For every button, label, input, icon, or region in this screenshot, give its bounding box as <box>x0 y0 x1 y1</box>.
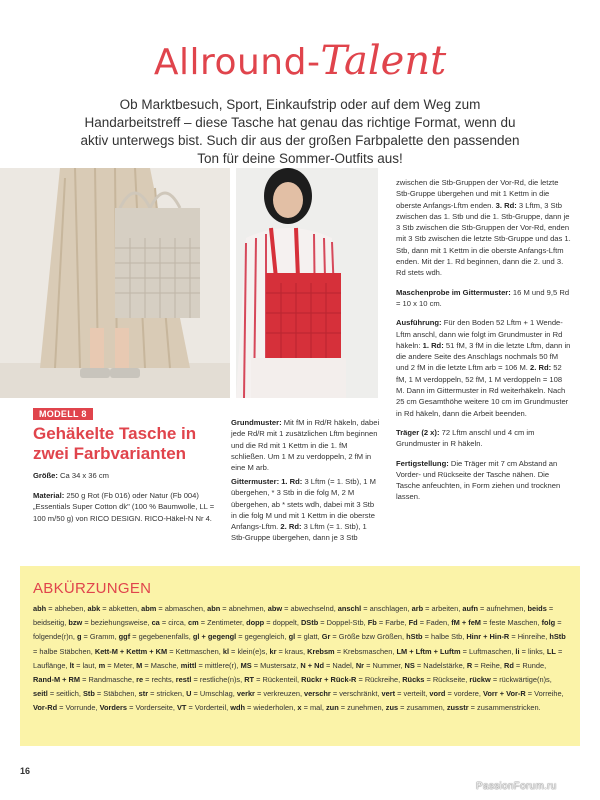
fertigstellung-paragraph: Fertigstellung: Die Träger mit 7 cm Abstand an Vorder- und Rückseite der Tasche nähen. Die Tasche anfeuchten, in Form ziehen und trocknen lassen. <box>396 458 561 502</box>
abbreviation-item: gl + gegengl = gegengleich, <box>192 632 289 642</box>
watermark: PassionForum.ru <box>476 781 557 792</box>
model-title: Gehäkelte Tasche in zwei Farbvarianten <box>33 424 197 463</box>
abbreviation-item: Rücks = Rückseite, <box>402 675 470 685</box>
abbreviation-item: mittl = mittlere(r), <box>180 660 241 670</box>
abbreviation-item: M = Masche, <box>136 660 181 670</box>
abbreviation-item: g = Gramm, <box>76 632 119 642</box>
photo-natural-bag <box>0 168 230 398</box>
abbreviation-item: LM + Lftm + Luftm = Luftmaschen, <box>396 646 516 656</box>
abbreviation-item: fM + feM = feste Maschen, <box>451 618 542 628</box>
abbreviation-item: Hinr + Hin-R = Hinreihe, <box>466 632 550 642</box>
abbreviation-item: gl = glatt, <box>288 632 322 642</box>
gitter-rd2-label: 2. Rd: <box>280 522 302 532</box>
abbreviation-item: dopp = doppelt, <box>246 618 301 628</box>
abbreviation-item: rückw = rückwärtige(n)s, <box>469 675 552 685</box>
abbreviation-item: lt = laut, <box>69 660 99 670</box>
abbreviation-item: Rd = Runde, <box>504 660 547 670</box>
abbreviation-item: ggf = gegebenenfalls, <box>118 632 193 642</box>
abbreviation-item: DStb = Doppel-Stb, <box>300 618 368 628</box>
abbreviation-item: zus = zusammen, <box>385 703 447 713</box>
gittermuster-block <box>231 476 381 544</box>
abbreviation-item: Vor-Rd = Vorrunde, <box>33 703 100 713</box>
material-value: 250 g Rot (Fb 016) oder Natur (Fb 004) „Essentials Super Cotton dk" (100 % Baumwolle, LL = 100 m/50 g) von RICO DESIGN. RICO-Häkel-N Nr 4. <box>33 491 215 523</box>
abbreviation-item: zusstr = zusammenstricken. <box>446 703 541 713</box>
abbreviation-item: Vorr + Vor-R = Vorreihe, <box>483 689 564 699</box>
abbreviation-item: NS = Nadelstärke, <box>404 660 467 670</box>
grundmuster-text: Mit fM in Rd/R häkeln, dabei jede Rd/R mit 1 zusätzlichen Lftm beginnen und die Rd mit 1 Kettm in die 1. fM schließen. Um 1 M zu verdoppeln, 2 fM in eine M arb. <box>231 418 380 473</box>
model-badge: MODELL 8 <box>33 408 93 420</box>
abbreviation-item: x = mal, <box>297 703 326 713</box>
page-title <box>0 38 600 84</box>
ausfuehrung-paragraph: Ausführung: Für den Boden 52 Lftm + 1 Wende-Lftm anschl, dann wie folgt im Grundmuster in Rd häkeln: 1. Rd: 51 fM, 3 fM in die letzte Lftm, dann in die andere Seite des Anschlags nochmals 50 fM und 2 fM in die letzte Lftm arb = 106 M. 2. Rd: 52 fM, 1 M verdoppeln, 52 fM, 1 M verdoppeln = 108 M. Dann im Gittermuster in Rd weiterhäkeln. Nach 25 cm Gesamthöhe weitere 10 cm im Grundmuster in Rd häkeln, dann die Arbeit beenden. <box>396 318 571 418</box>
photo-red-bag <box>236 168 378 398</box>
page-number: 16 <box>20 766 31 776</box>
abbreviation-item: zun = zunehmen, <box>325 703 386 713</box>
abbreviation-item: kr = kraus, <box>269 646 308 656</box>
material-label: Material: <box>33 491 65 500</box>
abbreviation-item: beids = beidseitig, <box>33 604 554 628</box>
abbreviations-list <box>33 602 568 716</box>
abbreviation-item: cm = Zentimeter, <box>187 618 247 628</box>
abbreviation-item: m = Meter, <box>98 660 137 670</box>
abbreviation-item: Stb = Stäbchen, <box>82 689 139 699</box>
abbreviation-item: abk = abketten, <box>87 604 142 613</box>
abbreviation-item: wdh = wiederholen, <box>230 703 298 713</box>
abbreviation-item: VT = Vorderteil, <box>176 703 231 713</box>
material-info <box>33 490 228 524</box>
abbreviation-item: folg = folgende(r)n, <box>33 618 562 642</box>
abbreviation-item: abw = abwechselnd, <box>267 604 338 613</box>
abbreviation-item: aufn = aufnehmen, <box>462 604 528 613</box>
abbreviation-item: li = links, <box>515 646 547 656</box>
maschenprobe-paragraph: Maschenprobe im Gittermuster: 16 M und 9,5 Rd = 10 x 10 cm. <box>396 287 570 308</box>
abbreviation-item: abn = abnehmen, <box>207 604 268 613</box>
abbreviation-item: Rand-M + RM = Randmasche, <box>33 675 137 685</box>
size-info <box>33 470 228 481</box>
abbreviation-item: hStb = halbe Stb, <box>406 632 467 642</box>
abbreviation-item: Nr = Nummer, <box>355 660 405 670</box>
abbreviation-item: kl = klein(e)s, <box>222 646 270 656</box>
abbreviation-item: N + Nd = Nadel, <box>300 660 356 670</box>
gitter-text: 3 Lftm (= 1. Stb), 1 M übergehen, * 3 Stb in die folg M, 2 M übergehen, ab * stets wdh, dabei mit 3 Stb in die folg M und mit 1 Kettm in die oberste Anfangs-Lftm. <box>231 477 376 532</box>
grundmuster-label: Grundmuster: <box>231 418 282 427</box>
abbreviation-item: bzw = beziehungsweise, <box>68 618 152 628</box>
abbreviation-item: seitl = seitlich, <box>33 689 83 699</box>
abbreviation-item: MS = Mustersatz, <box>240 660 301 670</box>
abbreviation-item: Vorders = Vorderseite, <box>99 703 177 713</box>
abbreviation-item: Gr = Größe bzw Größen, <box>321 632 407 642</box>
intro-text: Ob Marktbesuch, Sport, Einkaufstrip oder auf dem Weg zum Handarbeitstreff – diese Tasche hat genau das richtige Format, wenn du aktiv unterwegs bist. Such dir aus der großen Farbpalette den passenden Ton für deine Sommer-Outfits aus! <box>80 97 520 166</box>
traeger-paragraph: Träger (2 x): 72 Lftm anschl und 4 cm im Grundmuster in R häkeln. <box>396 427 535 449</box>
abbreviation-item: vord = vordere, <box>429 689 484 699</box>
rounds-paragraph: zwischen die Stb-Gruppen der Vor-Rd, die letzte Stb-Gruppe übergehen und mit 1 Kettm in die oberste Anfangs-Lftm enden. 3. Rd: 3 Lftm, 3 Stb zwischen das 1. Stb und die 1. Stb-Gruppe, dann je 3 Stb zwischen die Stb-Gruppen der Vor-Rd, enden mit 3 Stb zwischen die letzte Stb-Gruppe und das 1. Stb, dann mit 1 Kettm in die oberste Anfangs-Lftm enden. Mit der 1. Rd beginnen, dann die 2. und 3. Rd stets wdh. <box>396 178 571 278</box>
abbreviation-item: hStb = halbe Stäbchen, <box>33 632 566 656</box>
abbreviation-item: vert = verteilt, <box>381 689 430 699</box>
abbreviation-item: Fd = Faden, <box>408 618 452 628</box>
abbreviation-item: ca = circa, <box>151 618 188 628</box>
abbreviation-item: anschl = anschlagen, <box>337 604 412 613</box>
gitter-rd2-text: 3 Lftm (= 1. Stb), 1 Stb-Gruppe übergehen, dann je 3 Stb <box>231 522 367 543</box>
abbreviation-item: RT = Rückenteil, <box>244 675 302 685</box>
title-part-2: Talent <box>320 38 447 84</box>
abbreviation-item: verschr = verschränkt, <box>304 689 382 699</box>
abbreviation-item: str = stricken, <box>138 689 187 699</box>
size-label: Größe: <box>33 471 58 480</box>
instructions-column-3 <box>396 177 571 511</box>
abbreviation-item: abh = abheben, <box>33 604 88 613</box>
abbreviation-item: U = Umschlag, <box>186 689 237 699</box>
gitter-label: Gittermuster: 1. Rd: <box>231 477 303 486</box>
abbreviations-heading: ABKÜRZUNGEN <box>33 580 152 597</box>
abbreviation-item: abm = abmaschen, <box>141 604 208 613</box>
title-part-1: Allround- <box>153 42 321 83</box>
abbreviation-item: Krebsm = Krebsmaschen, <box>307 646 397 656</box>
abbreviation-item: Fb = Farbe, <box>367 618 409 628</box>
abbreviation-item: Kett-M + Kettm + KM = Kettmaschen, <box>94 646 223 656</box>
abbreviation-item: re = rechts, <box>136 675 176 685</box>
abbreviation-item: R = Reihe, <box>466 660 505 670</box>
abbreviation-item: Rückr + Rück-R = Rückreihe, <box>301 675 403 685</box>
abbreviation-item: restl = restliche(n)s, <box>175 675 245 685</box>
size-value: Ca 34 x 36 cm <box>60 471 109 480</box>
abbreviation-item: arb = arbeiten, <box>411 604 463 613</box>
grundmuster-block <box>231 417 381 473</box>
abbreviation-item: LL = Lauflänge, <box>33 646 563 670</box>
abbreviation-item: verkr = verkreuzen, <box>236 689 305 699</box>
